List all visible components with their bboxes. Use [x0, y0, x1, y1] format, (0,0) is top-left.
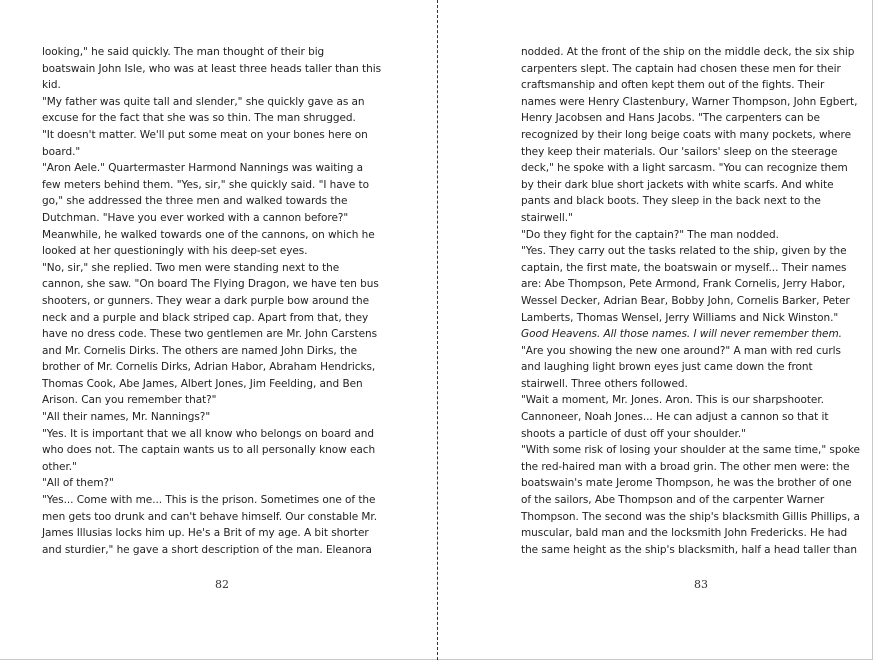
right-page-number: 83 — [694, 578, 708, 591]
text-line: "Wait a moment, Mr. Jones. Aron. This is our sharpshooter. — [521, 394, 824, 407]
text-line: carpenters slept. The captain had chosen these men for their — [521, 62, 841, 75]
text-line: "No, sir," she replied. Two men were standing next to the — [42, 261, 340, 274]
text-line: boatswain John Isle, who was at least three heads taller than this — [42, 62, 381, 75]
text-line: neck and a purple and black striped cap. Apart from that, they — [42, 311, 369, 324]
text-line: few meters behind them. "Yes, sir," she quickly said. "I have to — [42, 178, 369, 191]
text-line: and sturdier," he gave a short description of the man. Eleanora — [42, 543, 372, 556]
text-line: shooters, or gunners. They wear a dark purple bow around the — [42, 294, 369, 307]
text-line: have no dress code. These two gentlemen are Mr. John Carstens — [42, 328, 378, 341]
text-line: are: Abe Thompson, Pete Armond, Frank Cornelis, Jerry Habor, — [521, 278, 846, 291]
text-line: brother of Mr. Cornelis Dirks, Adrian Habor, Abraham Hendricks, — [42, 361, 376, 374]
text-line: men gets too drunk and can't behave himself. Our constable Mr. — [42, 510, 377, 523]
text-line: "With some risk of losing your shoulder at the same time," spoke — [521, 444, 860, 457]
left-page-number: 82 — [215, 578, 229, 591]
text-line: "Yes... Come with me... This is the prison. Sometimes one of the — [42, 494, 376, 507]
text-line: names were Henry Clastenbury, Warner Thompson, John Egbert, — [521, 95, 858, 108]
left-page — [0, 0, 436, 660]
left-page-text — [42, 44, 381, 558]
text-line: "My father was quite tall and slender," she quickly gave as an — [42, 95, 365, 108]
text-line: they keep their materials. Our 'sailors' sleep on the steerage — [521, 145, 838, 158]
text-line: "It doesn't matter. We'll put some meat on your bones here on — [42, 128, 368, 141]
text-line: James Illusias locks him up. He's a Brit of my age. A bit shorter — [42, 527, 369, 540]
text-line: stairwell. Three others followed. — [521, 377, 688, 390]
text-line: muscular, bald man and the locksmith John Fredericks. He had — [521, 527, 848, 540]
text-line: deck," he spoke with a light sarcasm. "You can recognize them — [521, 162, 848, 175]
text-line: Lamberts, Thomas Wensel, Jerry Williams and Nick Winston." — [521, 311, 839, 324]
text-line: "All their names, Mr. Nannings?" — [42, 411, 211, 424]
text-line: who does not. The captain wants us to all personally know each — [42, 444, 376, 457]
text-line: "Aron Aele." Quartermaster Harmond Nannings was waiting a — [42, 162, 364, 175]
text-line: and Mr. Cornelis Dirks. The others are named John Dirks, the — [42, 344, 358, 357]
text-line: Wessel Decker, Adrian Bear, Bobby John, Cornelis Barker, Peter — [521, 294, 850, 307]
text-line: nodded. At the front of the ship on the middle deck, the six ship — [521, 46, 855, 58]
text-line: the same height as the ship's blacksmith, half a head taller than — [521, 543, 857, 556]
text-line: shoots a particle of dust off your shoulder." — [521, 427, 746, 440]
text-line: the red-haired man with a broad grin. The other men were: the — [521, 460, 850, 473]
right-page-text — [521, 44, 860, 558]
text-line: kid. — [42, 79, 61, 92]
text-line: pants and black boots. They sleep in the back next to the — [521, 195, 821, 208]
text-line: excuse for the fact that she was so thin. The man shrugged. — [42, 112, 356, 125]
text-line: cannon, she saw. "On board The Flying Dragon, we have ten bus — [42, 278, 379, 291]
text-line: by their dark blue short jackets with white scarfs. And white — [521, 178, 834, 191]
text-line: and laughing light brown eyes just came down the front — [521, 361, 813, 374]
right-page — [438, 0, 873, 660]
text-line: looked at her questioningly with his deep-set eyes. — [42, 245, 308, 258]
text-line: other." — [42, 460, 77, 473]
text-line: Dutchman. "Have you ever worked with a cannon before?" — [42, 211, 349, 224]
text-line: of the sailors, Abe Thompson and of the carpenter Warner — [521, 494, 825, 507]
text-line: boatswain's mate Jerome Thompson, he was the brother of one — [521, 477, 852, 490]
text-line: Arison. Can you remember that?" — [42, 394, 217, 407]
text-line: craftsmanship and often kept them out of the fights. Their — [521, 79, 825, 92]
text-line: captain, the first mate, the boatswain or myself... Their names — [521, 261, 847, 274]
text-line: "All of them?" — [42, 477, 114, 490]
text-line: board." — [42, 145, 81, 158]
text-line: recognized by their long beige coats with many pockets, where — [521, 128, 852, 141]
text-line: Thompson. The second was the ship's blacksmith Gillis Phillips, a — [521, 510, 860, 523]
text-line: Meanwhile, he walked towards one of the cannons, on which he — [42, 228, 375, 241]
text-line: stairwell." — [521, 211, 573, 224]
text-line: "Are you showing the new one around?" A man with red curls — [521, 344, 841, 357]
text-line: Good Heavens. All those names. I will never remember them. — [521, 328, 842, 341]
text-line: "Yes. They carry out the tasks related to the ship, given by the — [521, 245, 847, 258]
text-line: "Do they fight for the captain?" The man nodded. — [521, 228, 779, 241]
text-line: Thomas Cook, Abe James, Albert Jones, Jim Feelding, and Ben — [42, 377, 363, 390]
text-line: go," she addressed the three men and walked towards the — [42, 195, 348, 208]
text-line: Cannoneer, Noah Jones... He can adjust a cannon so that it — [521, 411, 829, 424]
text-line: "Yes. It is important that we all know who belongs on board and — [42, 427, 374, 440]
text-line: looking," he said quickly. The man thought of their big — [42, 46, 325, 58]
text-line: Henry Jacobsen and Hans Jacobs. "The carpenters can be — [521, 112, 820, 125]
